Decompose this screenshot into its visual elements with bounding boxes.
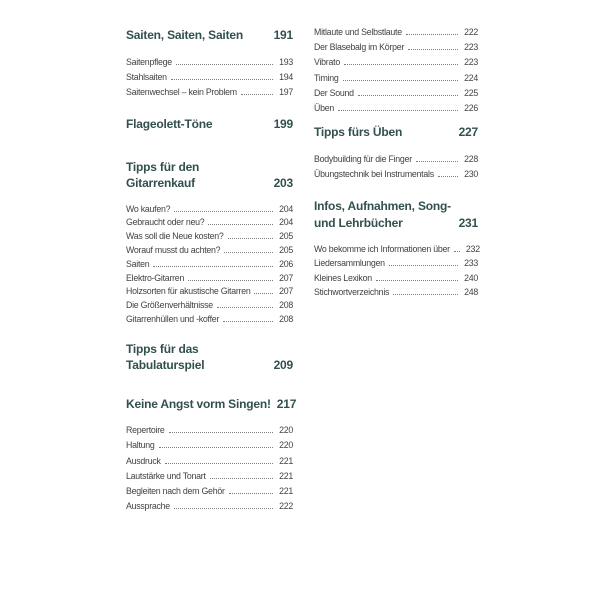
section-entries [314,25,478,116]
entry-label: Stahlsaiten [126,71,167,82]
entry-label: Was soll die Neue kosten? [126,231,224,242]
entry-label: Die Größenverhältnisse [126,300,213,311]
section-entries [314,242,478,299]
entry-page-number: 222 [279,501,293,512]
dotted-leader [454,251,460,252]
entry-label: Begleiten nach dem Gehör [126,486,225,497]
section-heading [126,159,293,192]
entry-page-number: 221 [279,486,293,497]
entry-label: Gitarrenhüllen und -koffer [126,313,220,324]
section-page-number: 227 [458,125,478,140]
section-page-number: 217 [276,396,297,411]
dotted-leader [176,64,273,65]
entry-page-number: 228 [464,153,478,164]
entry-label: Lautstärke und Tonart [126,470,206,481]
dotted-leader [416,161,458,162]
section-title-line: Keine Angst vorm Singen! [126,396,271,411]
entry-label: Saiten [126,258,150,269]
entry-page-number: 220 [279,440,293,451]
entry-page-number: 240 [464,272,478,283]
entry-label: Stichwortverzeichnis [314,287,390,298]
entry-page-number: 194 [279,71,293,82]
toc-entry [126,285,293,299]
entry-label: Wo kaufen? [126,203,171,214]
toc-section [126,396,297,515]
toc-entry [126,484,293,499]
toc-entry [126,244,293,258]
entry-label: Aussprache [126,501,170,512]
toc-section [314,124,478,182]
section-entries [126,423,293,514]
dotted-leader [165,463,273,464]
toc-entry [314,285,478,299]
entry-label: Bodybuilding für die Finger [314,153,412,164]
entry-label: Wo bekomme ich Informationen über [314,244,450,255]
entry-label: Saitenpflege [126,56,172,67]
section-title [126,27,243,44]
section-title-line: Saiten, Saiten, Saiten [126,28,243,42]
toc-entry [126,55,293,70]
section-page-number: 231 [458,215,478,230]
toc-entry [126,272,293,286]
entry-page-number: 193 [279,56,293,67]
entry-page-number: 204 [279,203,293,214]
dotted-leader [406,34,458,35]
dotted-leader [438,176,458,177]
dotted-leader [171,79,273,80]
entry-label: Vibrato [314,57,340,68]
dotted-leader [210,478,273,479]
dotted-leader [338,110,458,111]
section-title [126,159,199,192]
entry-label: Saitenwechsel – kein Problem [126,86,237,97]
dotted-leader [174,508,273,509]
entry-label: Üben [314,103,335,114]
entry-label: Gebraucht oder neu? [126,217,205,228]
toc-section [314,25,478,116]
entry-page-number: 220 [279,425,293,436]
toc-section [126,341,293,374]
section-entries [126,203,293,327]
toc-entry [126,423,293,438]
dotted-leader [358,95,458,96]
toc-entry [314,55,478,70]
section-heading [126,27,293,44]
toc-entry [314,167,478,182]
entry-page-number: 223 [464,57,478,68]
toc-entry [126,469,293,484]
toc-entry [126,70,293,85]
dotted-leader [241,94,273,95]
entry-label: Mitlaute und Selbstlaute [314,27,402,37]
toc-entry [314,25,478,40]
toc-entry [314,71,478,86]
section-title-line: Flageolett-Töne [126,117,213,132]
entry-page-number: 225 [464,87,478,98]
entry-page-number: 197 [279,86,293,97]
toc-entry [126,299,293,313]
dotted-leader [174,211,273,212]
entry-label: Kleines Lexikon [314,272,372,283]
toc-entry [314,40,478,55]
entry-label: Elektro-Gitarren [126,272,185,283]
section-entries [126,55,293,101]
section-title-line: Gitarrenkauf [126,176,195,191]
section-title [314,124,402,141]
section-title-line: und Lehrbücher [314,215,403,230]
entry-page-number: 207 [279,272,293,283]
toc-column-left [126,27,297,515]
section-title [126,116,212,133]
entry-page-number: 206 [279,258,293,269]
section-title-line: Infos, Aufnahmen, Song- [314,199,451,214]
entry-page-number: 207 [279,286,293,297]
entry-page-number: 230 [464,168,478,179]
toc-entry [314,101,478,116]
toc-section [126,27,293,100]
dotted-leader [343,80,458,81]
entry-page-number: 221 [279,455,293,466]
toc-section [126,159,293,327]
entry-page-number: 205 [279,231,293,242]
section-entries [314,152,478,182]
entry-page-number: 205 [279,245,293,255]
section-page-number: 209 [273,358,293,373]
dotted-leader [393,294,458,295]
section-heading [126,116,293,133]
dotted-leader [217,307,273,308]
entry-page-number: 208 [279,313,293,324]
toc-entry [126,230,293,244]
dotted-leader [153,266,273,267]
section-title-line: Tipps für das [126,341,199,356]
dotted-leader [344,64,458,65]
dotted-leader [376,280,458,281]
dotted-leader [229,493,273,494]
entry-page-number: 226 [464,103,478,114]
entry-label: Der Sound [314,87,354,98]
toc-entry [126,438,293,453]
entry-page-number: 221 [279,470,293,481]
dotted-leader [224,252,273,253]
section-title-line: Tipps fürs Üben [314,125,403,140]
entry-page-number: 248 [464,287,478,298]
entry-label: Übungstechnik bei Instrumentals [314,168,434,179]
toc-column-right [314,25,478,299]
entry-label: Der Blasebalg im Körper [314,42,405,53]
dotted-leader [389,265,458,266]
entry-label: Haltung [126,440,155,451]
toc-section [314,198,478,299]
entry-label: Repertoire [126,425,165,436]
dotted-leader [169,432,273,433]
section-heading [314,198,478,231]
toc-entry [126,203,293,217]
toc-entry [314,256,478,270]
entry-page-number: 204 [279,217,293,228]
section-title [126,396,271,413]
section-page-number: 191 [273,28,293,42]
dotted-leader [408,49,458,50]
toc-entry [126,258,293,272]
toc-entry [126,313,293,327]
toc-section [126,116,293,133]
dotted-leader [208,224,273,225]
toc-entry [126,499,293,514]
section-title-line: Tipps für den [126,159,200,174]
entry-label: Timing [314,72,339,83]
entry-label: Holzsorten für akustische Gitarren [126,286,251,297]
entry-page-number: 232 [465,244,480,255]
section-page-number: 199 [273,117,293,132]
entry-page-number: 223 [464,42,478,53]
section-heading [126,341,293,374]
toc-entry [126,85,293,100]
entry-label: Liedersammlungen [314,258,385,269]
dotted-leader [159,447,273,448]
section-title [314,198,451,231]
dotted-leader [188,280,273,281]
dotted-leader [228,238,273,239]
toc-entry [126,454,293,469]
toc-entry [314,152,478,167]
toc-entry [314,271,478,285]
entry-label: Ausdruck [126,455,161,466]
section-heading [126,396,297,413]
dotted-leader [223,321,273,322]
entry-page-number: 233 [464,258,478,269]
toc-entry [126,216,293,230]
toc-entry [314,86,478,101]
section-title-line: Tabulaturspiel [126,358,205,373]
section-heading [314,124,478,141]
entry-page-number: 224 [464,72,478,83]
dotted-leader [254,293,273,294]
toc-entry [314,242,478,256]
section-page-number: 203 [273,176,293,191]
entry-label: Worauf musst du achten? [126,245,221,255]
entry-page-number: 222 [464,27,478,37]
entry-page-number: 208 [279,300,293,311]
section-title [126,341,204,374]
